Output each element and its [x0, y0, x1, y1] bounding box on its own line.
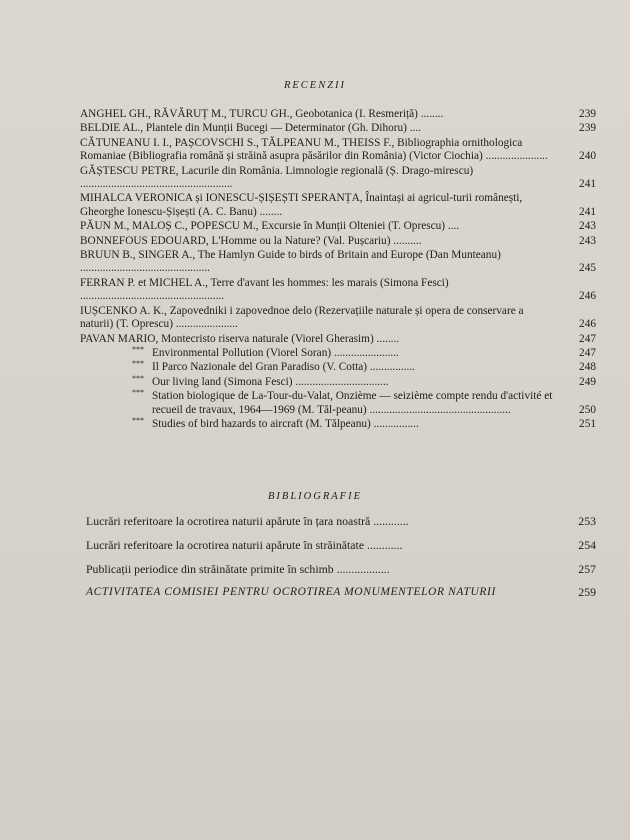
page-number: 243 [579, 220, 596, 233]
page-number: 247 [579, 332, 596, 345]
page-number: 254 [578, 538, 596, 552]
entry-text: Station biologique de La-Tour-du-Valat, Onzième — seizième compte rendu d'activité et recueil de travaux, 1964—1969 (M. Tăl-peanu) .................................................. [152, 390, 553, 416]
entry-text: IUȘCENKO A. K., Zapovedniki i zapovednoe delo (Rezervațiile naturale și opera de conservare a naturii) (T. Oprescu) ...................... [80, 304, 524, 331]
toc-entry [80, 305, 600, 332]
page-number: 259 [578, 585, 596, 599]
page-number: 246 [579, 290, 596, 303]
toc-entry [80, 108, 600, 121]
entry-text: FERRAN P. et MICHEL A., Terre d'avant les hommes: les marais (Simona Fesci) ................................................... [80, 276, 449, 303]
toc-entry [80, 122, 600, 135]
asterism-mark: *** [132, 359, 144, 369]
entry-text: BONNEFOUS EDOUARD, L'Homme ou la Nature? (Val. Pușcariu) .......... [80, 234, 422, 247]
page-number: 241 [579, 178, 596, 191]
asterism-mark: *** [132, 344, 144, 354]
toc-entry-anonymous [80, 361, 600, 374]
page-number: 249 [579, 375, 596, 388]
toc-entry [80, 192, 600, 219]
page-number: 247 [579, 346, 596, 359]
recenzii-list [80, 108, 600, 432]
page-number: 240 [579, 150, 596, 163]
toc-entry [80, 165, 600, 192]
toc-entry [80, 277, 600, 304]
page-number: 253 [578, 514, 596, 528]
recenzii-heading: RECENZII [283, 80, 347, 91]
entry-text: PAVAN MARIO, Montecristo riserva naturale (Viorel Gherasim) ........ [80, 332, 400, 345]
page-number: 243 [579, 234, 596, 247]
entry-text: Publicații periodice din străinătate primite în schimb .................. [86, 562, 390, 576]
asterism-mark: *** [132, 415, 144, 425]
entry-text: BRUUN B., SINGER A., The Hamlyn Guide to birds of Britain and Europe (Dan Munteanu) .............................................. [80, 249, 501, 275]
entry-text: Il Parco Nazionale del Gran Paradiso (V. Cotta) ................ [152, 361, 416, 374]
page-number: 245 [579, 262, 596, 275]
page-number: 246 [579, 318, 596, 331]
entry-text: BELDIE AL., Plantele din Munții Bucegi — Determinator (Gh. Dihoru) .... [80, 122, 422, 135]
page-number: 251 [579, 417, 596, 430]
entry-text: Studies of bird hazards to aircraft (M. Tălpeanu) ................ [152, 417, 419, 430]
toc-entry-anonymous [80, 344, 600, 360]
page-number: 257 [578, 562, 596, 576]
bibliografie-heading: BIBLIOGRAFIE [268, 491, 362, 502]
entry-text: CĂTUNEANU I. I., PAȘCOVSCHI S., TĂLPEANU M., THEISS F., Bibliographia ornithologica Romaniae (Bibliografia română și străină asupra păsărilor din România) (Victor Ciochia) ...................... [80, 136, 548, 163]
entry-text: PĂUN M., MALOȘ C., POPESCU M., Excursie în Munții Olteniei (T. Oprescu) .... [80, 220, 460, 233]
toc-entry [80, 220, 600, 233]
entry-text: Lucrări referitoare la ocrotirea naturii apărute în străinătate ............ [86, 538, 403, 552]
entry-text: MIHALCA VERONICA și IONESCU-ȘIȘEȘTI SPERANȚA, Înaintași ai agricul-turii românești, Gheorghe Ionescu-Șișești (A. C. Banu) ........ [80, 192, 523, 218]
page-number: 241 [579, 205, 596, 218]
page-number: 239 [579, 122, 596, 135]
toc-entry [86, 514, 596, 528]
toc-entry [80, 137, 600, 164]
toc-entry-activitatea [86, 586, 596, 599]
page-number: 239 [579, 108, 596, 120]
entry-text: Our living land (Simona Fesci) ................................. [152, 375, 389, 388]
asterism-mark: *** [132, 388, 144, 398]
bibliografie-list [86, 514, 596, 609]
toc-entry-anonymous [80, 415, 600, 431]
asterism-mark: *** [132, 373, 144, 383]
page-number: 250 [579, 403, 596, 416]
page-number: 248 [579, 361, 596, 374]
toc-entry [80, 235, 600, 248]
toc-entry-anonymous [80, 373, 600, 389]
toc-entry [86, 562, 596, 576]
toc-entry-anonymous [80, 390, 600, 417]
entry-text: Environmental Pollution (Viorel Soran) ....................... [152, 346, 399, 359]
entry-text: Lucrări referitoare la ocrotirea naturii apărute în țara noastră ............ [86, 514, 409, 528]
toc-entry [86, 538, 596, 552]
entry-text: ANGHEL GH., RĂVĂRUȚ M., TURCU GH., Geobotanica (I. Resmeriță) ........ [80, 108, 444, 120]
toc-entry [80, 249, 600, 276]
entry-text: ACTIVITATEA COMISIEI PENTRU OCROTIREA MONUMENTELOR NATURII [86, 586, 496, 598]
toc-entry [80, 333, 600, 346]
entry-text: GĂȘTESCU PETRE, Lacurile din România. Limnologie regională (Ș. Drago-mirescu) ...................................................... [80, 164, 474, 191]
